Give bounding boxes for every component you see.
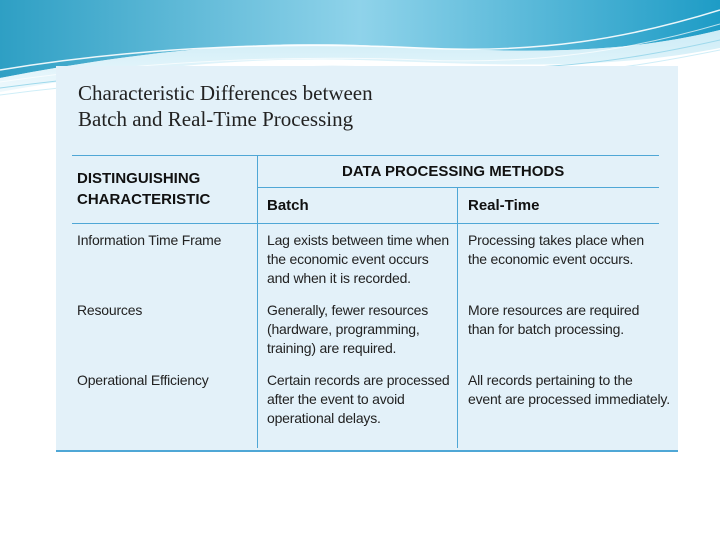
title-line-2: Batch and Real-Time Processing — [78, 107, 354, 131]
table-cell-batch: Lag exists between time when the economic event occurs and when it is recorded. — [267, 232, 449, 286]
title-line-1: Characteristic Differences between — [78, 81, 373, 105]
column-divider-2 — [457, 187, 458, 448]
table-cell-characteristic: Operational Efficiency — [77, 372, 209, 388]
table-cell-characteristic: Resources — [77, 302, 143, 318]
comparison-panel — [56, 66, 678, 452]
table-cell-realtime: Processing takes place when the economic event occurs. — [468, 232, 644, 267]
table-cell-realtime: All records pertaining to the event are processed immediately. — [468, 372, 670, 407]
table-cell-batch: Certain records are processed after the event to avoid operational delays. — [267, 372, 450, 426]
table-top-rule — [72, 155, 659, 156]
page-title — [78, 80, 638, 132]
column-header-realtime: Real-Time — [468, 197, 540, 214]
table-cell-batch: Generally, fewer resources (hardware, programming, training) are required. — [267, 302, 429, 356]
header-bottom-rule — [72, 223, 659, 224]
table-cell-characteristic: Information Time Frame — [77, 232, 222, 248]
subheader-rule — [257, 187, 659, 188]
table-cell-realtime: More resources are required than for batch processing. — [468, 302, 640, 337]
column-divider-1 — [257, 155, 258, 448]
column-header-batch: Batch — [267, 197, 309, 214]
group-header: DATA PROCESSING METHODS — [342, 163, 565, 180]
row-header: DISTINGUISHING CHARACTERISTIC — [77, 170, 211, 208]
